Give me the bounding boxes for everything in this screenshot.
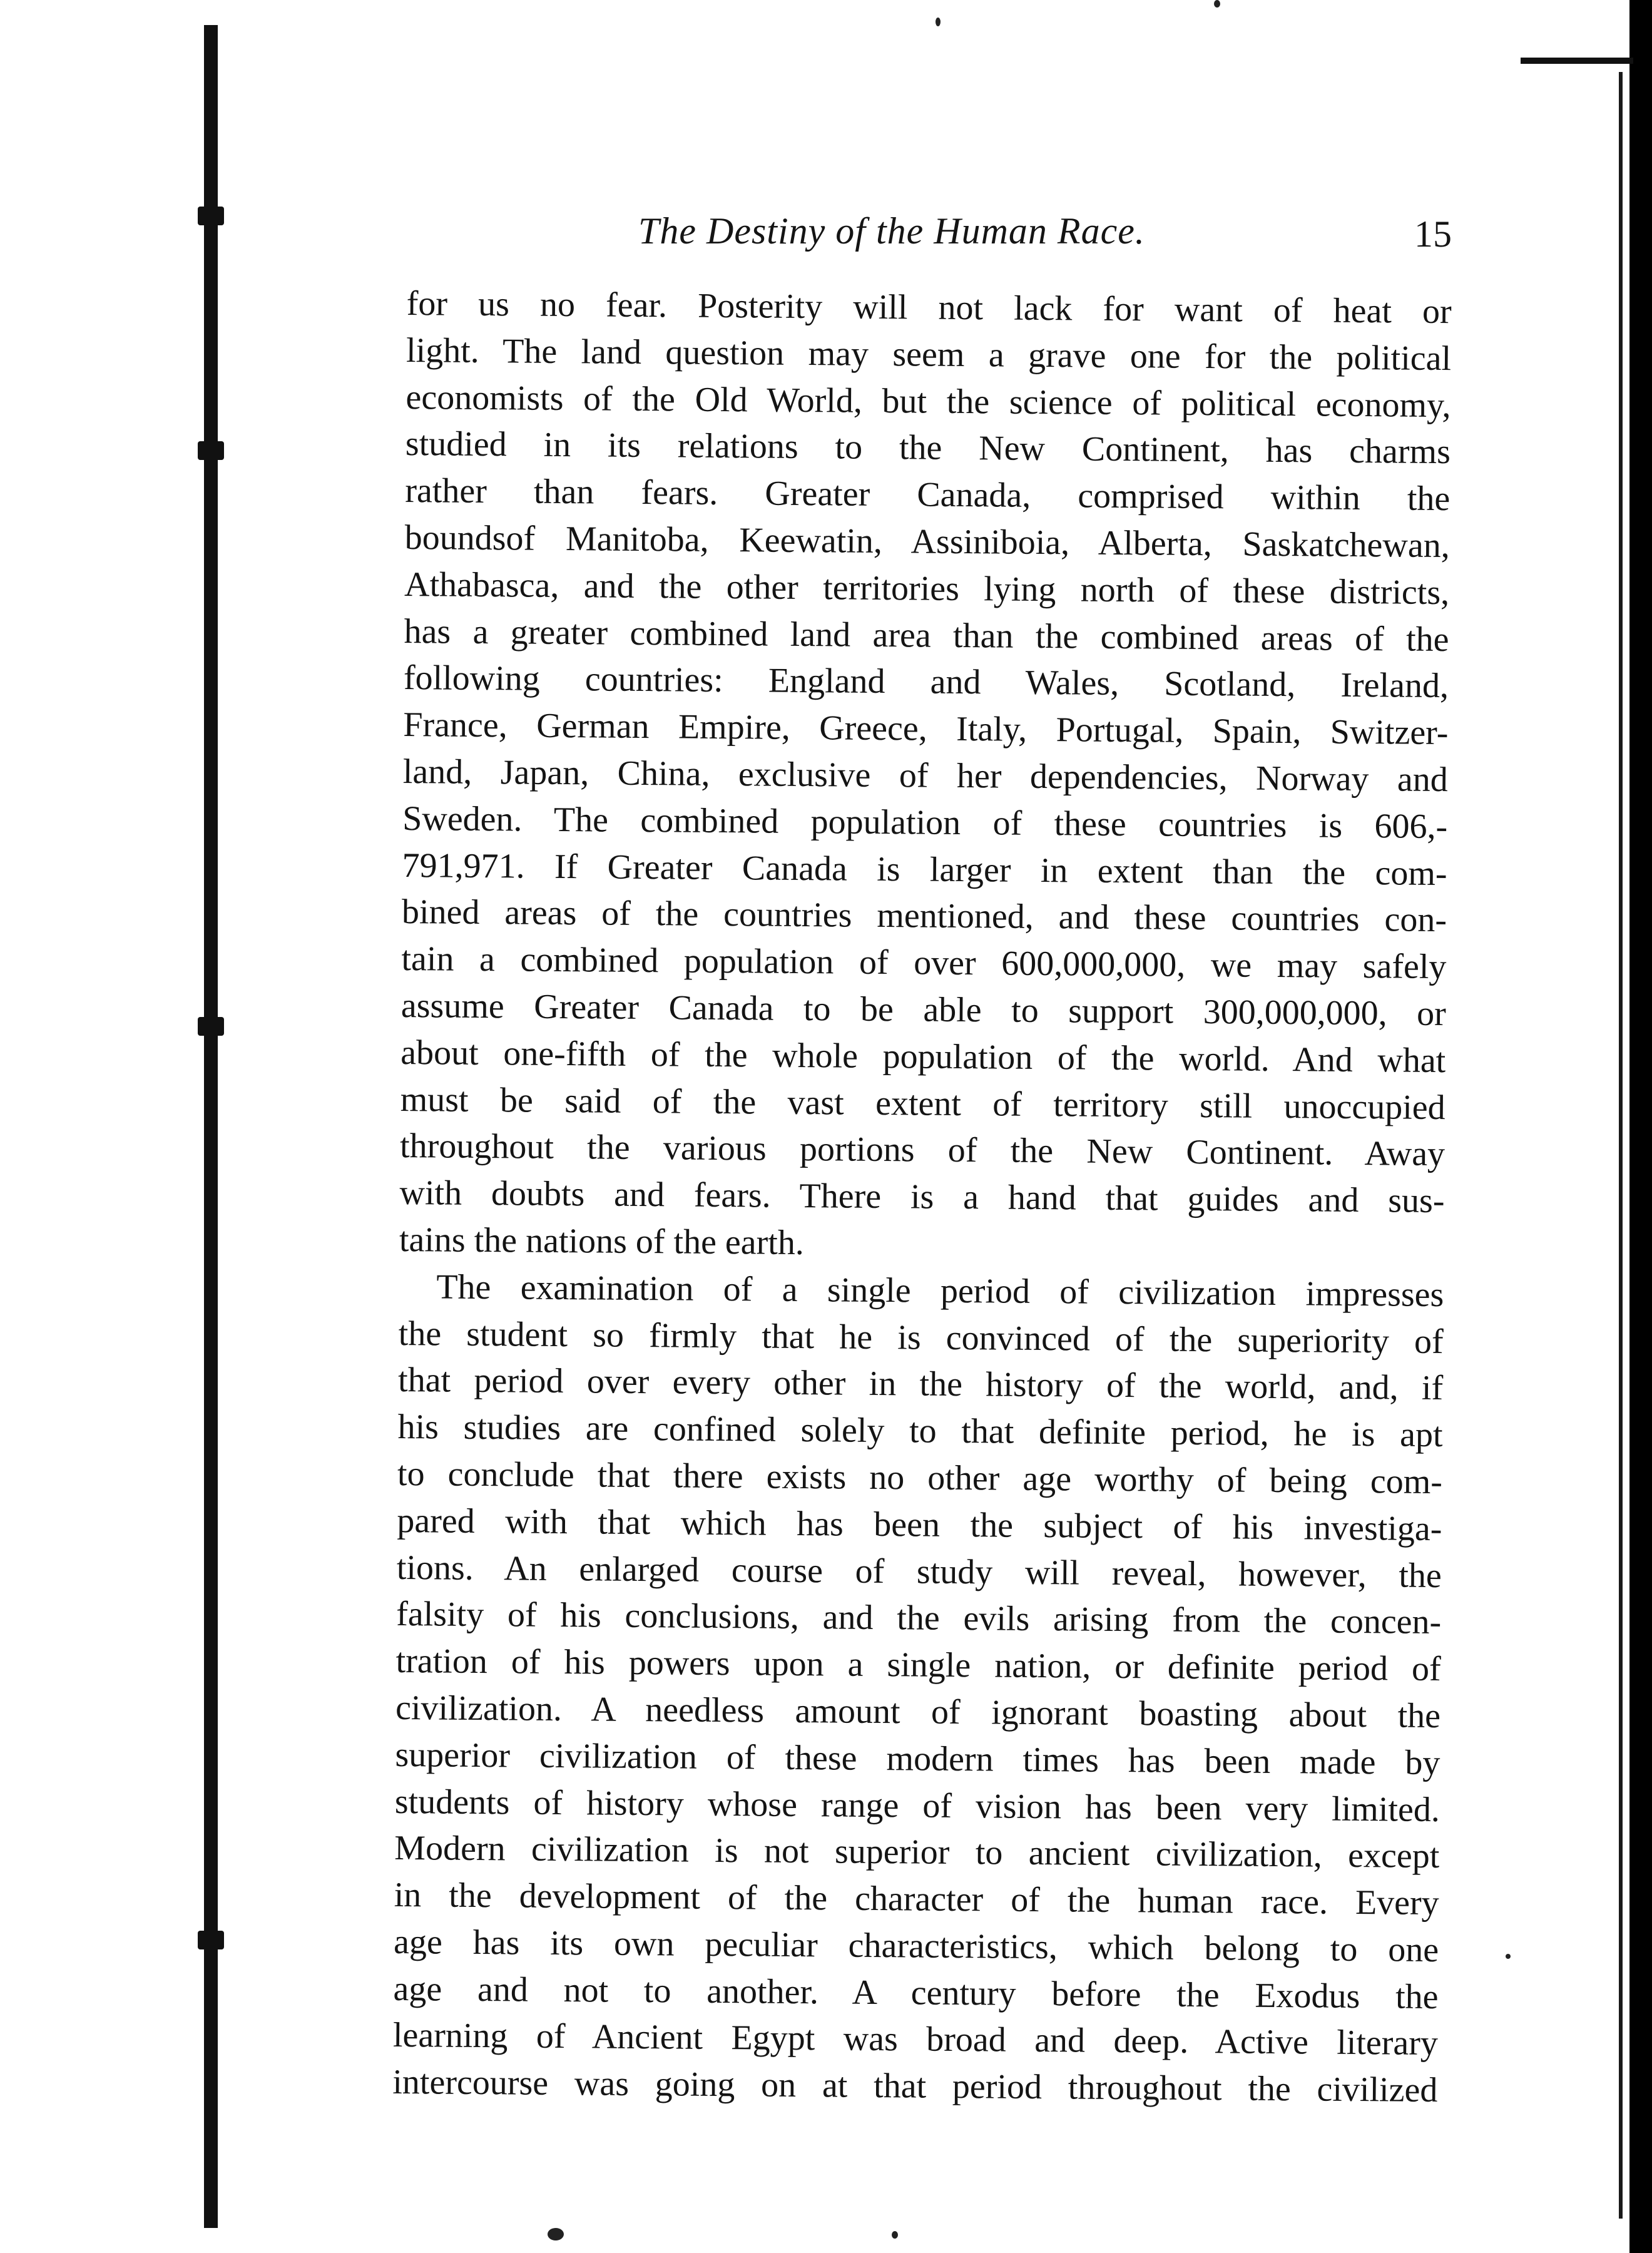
binding-mark: [198, 207, 224, 225]
text-line: throughout the various portions of the New Continent. Away: [399, 1126, 1446, 1174]
text-line: about one-fifth of the whole population of the world. And what: [400, 1033, 1446, 1080]
binding-mark: [198, 1017, 224, 1036]
paragraph: [392, 1264, 1444, 2114]
scan-border-right: [1629, 0, 1652, 2253]
scan-border-top: [1521, 58, 1633, 64]
text-line: following countries: England and Wales, Scotland, Ireland,: [403, 658, 1449, 706]
text-line: superior civilization of these modern times has been made by: [395, 1735, 1440, 1782]
text-line: economists of the Old World, but the science of political economy,: [405, 377, 1451, 425]
binding-mark: [198, 441, 224, 460]
text-line: tains the nations of the earth.: [399, 1220, 805, 1262]
text-line: age has its own peculiar characteristics, which belong to one: [393, 1922, 1439, 1969]
text-line: light. The land question may seem a grave one for the political: [405, 330, 1452, 378]
text-line: Athabasca, and the other territories lying north of these districts,: [404, 565, 1450, 612]
scan-speck: [892, 2231, 898, 2239]
page-number: 15: [1414, 213, 1452, 255]
text-line: The examination of a single period of civilization impresses: [436, 1267, 1444, 1314]
text-line: Sweden. The combined population of these countries is 606,-: [402, 799, 1448, 846]
text-line: has a greater combined land area than the combined areas of the: [404, 611, 1449, 659]
scan-speck: [936, 18, 941, 26]
text-line: his studies are confined solely to that definite period, he is apt: [397, 1407, 1443, 1455]
text-line: bined areas of the countries mentioned, and these countries con-: [401, 892, 1447, 940]
text-line: France, German Empire, Greece, Italy, Portugal, Spain, Switzer-: [403, 705, 1449, 753]
paragraph: [399, 280, 1452, 1272]
text-line: falsity of his conclusions, and the evils arising from the concen-: [396, 1595, 1442, 1642]
running-title: The Destiny of the Human Race.: [638, 210, 1145, 252]
text-line: boundsof Manitoba, Keewatin, Assiniboia, Alberta, Saskatchewan,: [404, 518, 1450, 566]
body-text: [392, 280, 1452, 2114]
scan-speck: [1214, 0, 1220, 8]
text-line: pared with that which has been the subject of his investiga-: [397, 1501, 1442, 1548]
text-line: must be said of the vast extent of territory still unoccupied: [400, 1080, 1446, 1127]
text-line: studied in its relations to the New Continent, has charms: [405, 424, 1451, 472]
scan-speck: [1506, 1954, 1511, 1959]
text-line: land, Japan, China, exclusive of her dependencies, Norway and: [402, 752, 1449, 800]
text-line: for us no fear. Posterity will not lack for want of heat or: [406, 284, 1452, 332]
binding-mark: [198, 1931, 224, 1949]
text-line: tions. An enlarged course of study will reveal, however, the: [396, 1548, 1442, 1595]
scan-speck: [548, 2228, 564, 2240]
text-line: learning of Ancient Egypt was broad and deep. Active literary: [392, 2016, 1439, 2063]
text-line: with doubts and fears. There is a hand that guides and sus-: [399, 1173, 1445, 1221]
text-line: age and not to another. A century before the Exodus the: [393, 1969, 1439, 2016]
text-line: assume Greater Canada to be able to support 300,000,000, or: [400, 986, 1447, 1034]
text-line: students of history whose range of vision has been very limited.: [394, 1782, 1440, 1829]
text-line: 791,971. If Greater Canada is larger in extent than the com-: [402, 846, 1447, 893]
text-line: rather than fears. Greater Canada, comprised within the: [405, 471, 1451, 519]
text-line: intercourse was going on at that period throughout the civilized: [392, 2063, 1438, 2110]
text-line: tain a combined population of over 600,000,000, we may safely: [401, 939, 1447, 987]
scan-edge-line: [1619, 72, 1623, 2219]
text-line: the student so firmly that he is convinced of the superiority of: [398, 1314, 1444, 1361]
text-line: tration of his powers upon a single nation, or definite period of: [395, 1642, 1441, 1689]
text-line: that period over every other in the history of the world, and, if: [397, 1361, 1444, 1408]
text-line: civilization. A needless amount of ignorant boasting about the: [395, 1688, 1441, 1735]
text-line: Modern civilization is not superior to ancient civilization, except: [394, 1829, 1440, 1876]
binding-edge-rule: [204, 25, 218, 2228]
text-line: to conclude that there exists no other age worthy of being com-: [397, 1454, 1443, 1501]
text-line: in the development of the character of the human race. Every: [394, 1876, 1439, 1923]
